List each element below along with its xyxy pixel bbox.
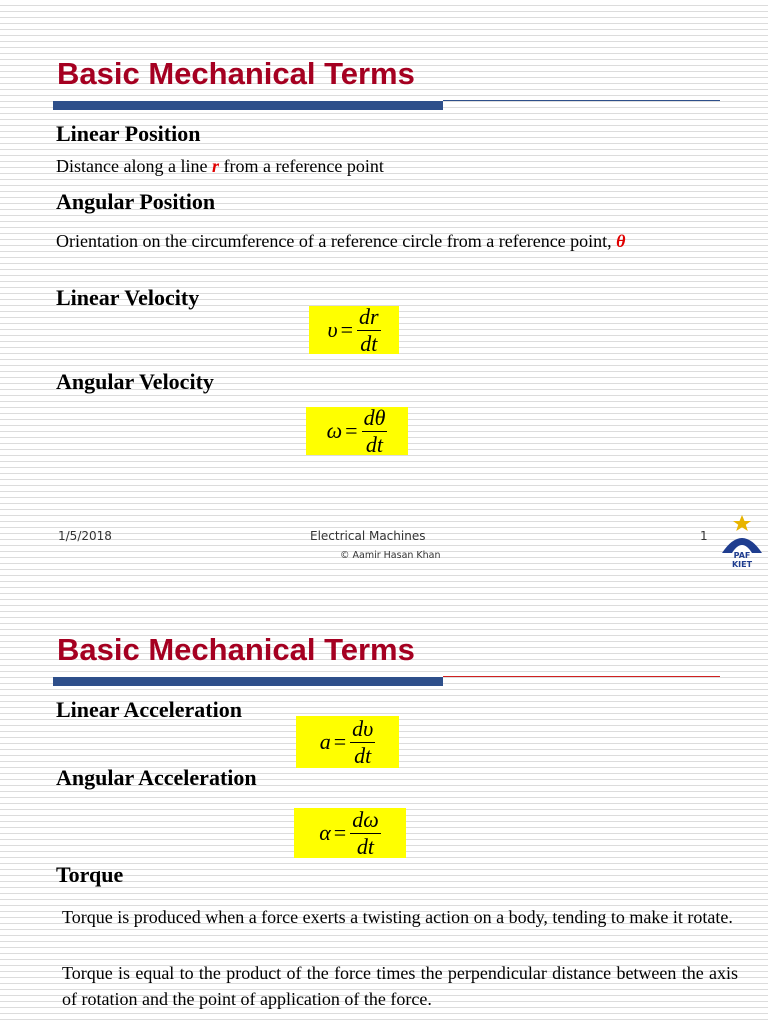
formula-linear-acceleration xyxy=(296,716,399,768)
linear-position-text: Distance along a line xyxy=(56,156,212,176)
formula-denominator: dt xyxy=(360,330,378,356)
logo-text-top: PAF xyxy=(733,551,751,560)
linear-position-description xyxy=(56,156,384,177)
formula-equals: = xyxy=(345,418,358,443)
formula-lhs: ω xyxy=(326,418,343,443)
heading-linear-velocity: Linear Velocity xyxy=(56,285,200,310)
heading-angular-velocity: Angular Velocity xyxy=(56,369,214,394)
torque-paragraph-2: Torque is equal to the product of the force times the perpendicular distance between the axis of rotation and the point of application of the force. xyxy=(62,963,738,1009)
logo-text-bottom: KIET xyxy=(731,560,753,569)
heading-angular-position: Angular Position xyxy=(56,189,216,214)
footer-copyright: © Aamir Hasan Khan xyxy=(340,550,441,561)
formula-fraction xyxy=(362,406,388,455)
formula-equals: = xyxy=(333,729,347,754)
linear-position-text-end: from a reference point xyxy=(218,156,384,176)
formula-lhs: a xyxy=(319,729,331,754)
formula-denominator: dt xyxy=(356,833,375,859)
heading-torque: Torque xyxy=(56,862,124,887)
formula-numerator: dr xyxy=(358,304,379,330)
slide-2 xyxy=(0,576,768,1024)
formula-denominator: dt xyxy=(354,742,372,768)
formula-equals: = xyxy=(340,317,353,342)
angular-position-text: Orientation on the circumference of a reference circle from a reference point, xyxy=(56,231,617,251)
variable-theta: θ xyxy=(616,231,626,251)
formula-numerator: dυ xyxy=(352,716,374,742)
formula-fraction xyxy=(350,808,381,857)
title-rule-thick xyxy=(53,677,443,686)
paf-kiet-logo-icon xyxy=(718,513,766,569)
torque-paragraph-1: Torque is produced when a force exerts a twisting action on a body, tending to make it rotate. xyxy=(62,907,733,927)
footer-course-name: Electrical Machines xyxy=(310,529,426,543)
slide-title: Basic Mechanical Terms xyxy=(57,56,415,91)
formula-lhs: υ xyxy=(327,317,338,342)
title-rule-thick xyxy=(53,101,443,110)
formula-fraction xyxy=(350,717,375,766)
heading-linear-position: Linear Position xyxy=(56,121,201,146)
formula-lhs: α xyxy=(319,820,331,845)
formula-equals: = xyxy=(333,820,347,845)
formula-fraction xyxy=(357,305,381,354)
title-rule-thin xyxy=(443,100,720,101)
variable-r: r xyxy=(211,156,219,176)
footer-date: 1/5/2018 xyxy=(58,529,112,543)
formula-numerator: dω xyxy=(352,807,379,833)
heading-angular-acceleration: Angular Acceleration xyxy=(56,765,257,790)
slide-title: Basic Mechanical Terms xyxy=(57,632,415,667)
formula-linear-velocity xyxy=(309,306,399,354)
formula-angular-velocity xyxy=(306,407,408,455)
formula-angular-acceleration xyxy=(294,808,406,858)
footer-page-number: 1 xyxy=(700,529,708,543)
formula-denominator: dt xyxy=(365,431,384,457)
heading-linear-acceleration: Linear Acceleration xyxy=(56,697,242,722)
title-rule-thin xyxy=(443,676,720,677)
angular-position-description xyxy=(56,231,626,252)
formula-numerator: dθ xyxy=(363,405,386,431)
